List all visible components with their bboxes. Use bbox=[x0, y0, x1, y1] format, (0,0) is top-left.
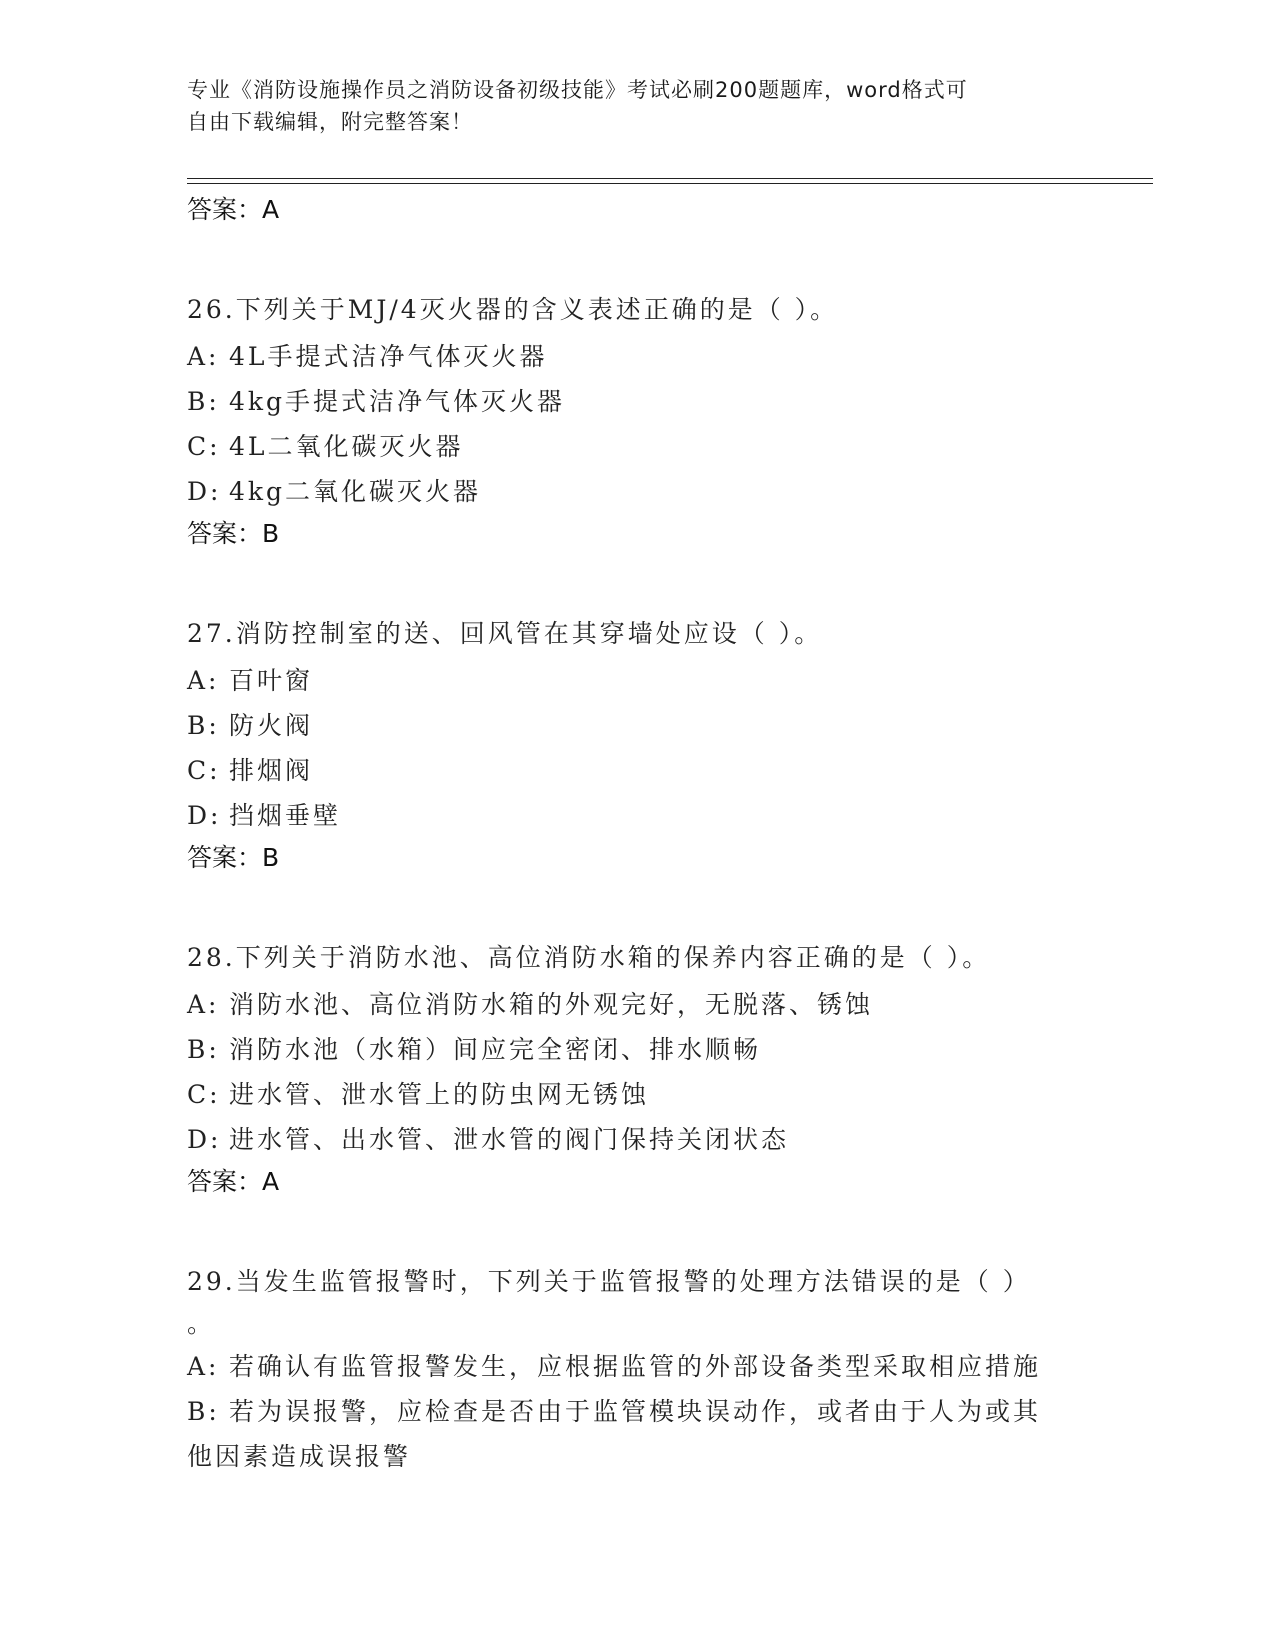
question-stem: 27.消防控制室的送、回风管在其穿墙处应设（ ）。 bbox=[187, 619, 823, 648]
option-b bbox=[187, 703, 1087, 748]
answer-label: 答案：A bbox=[187, 1167, 280, 1196]
option-b bbox=[187, 1027, 1087, 1072]
option-b bbox=[187, 379, 1087, 424]
option-letter: A: bbox=[187, 990, 220, 1019]
question-26 bbox=[187, 288, 1087, 558]
document-header bbox=[187, 74, 1067, 138]
question-stem: 28.下列关于消防水池、高位消防水箱的保养内容正确的是（ ）。 bbox=[187, 943, 991, 972]
option-a bbox=[187, 658, 1087, 703]
option-letter: A: bbox=[187, 342, 220, 371]
option-c bbox=[187, 424, 1087, 469]
option-a bbox=[187, 334, 1087, 379]
option-letter: C: bbox=[187, 432, 221, 461]
option-text: 4L二氧化碳灭火器 bbox=[229, 432, 464, 461]
option-letter: B: bbox=[187, 1397, 220, 1426]
option-text: 百叶窗 bbox=[229, 666, 314, 695]
question-stem: 26.下列关于MJ/4灭火器的含义表述正确的是（ ）。 bbox=[187, 295, 839, 324]
option-text: 排烟阀 bbox=[229, 756, 314, 785]
option-b-continued: 他因素造成误报警 bbox=[187, 1442, 412, 1471]
option-text: 防火阀 bbox=[229, 711, 314, 740]
option-text: 若为误报警，应检查是否由于监管模块误动作，或者由于人为或其 bbox=[229, 1397, 1042, 1426]
option-d bbox=[187, 793, 1087, 838]
header-line-2: 自由下载编辑，附完整答案！ bbox=[187, 110, 473, 134]
option-text: 4kg二氧化碳灭火器 bbox=[229, 477, 482, 506]
option-letter: B: bbox=[187, 1035, 220, 1064]
option-b bbox=[187, 1389, 1087, 1434]
option-letter: C: bbox=[187, 1080, 221, 1109]
option-letter: A: bbox=[187, 1352, 220, 1381]
header-line-1: 专业《消防设施操作员之消防设备初级技能》考试必刷200题题库，word格式可 bbox=[187, 78, 968, 102]
option-letter: C: bbox=[187, 756, 221, 785]
option-a bbox=[187, 1344, 1087, 1389]
option-letter: D: bbox=[187, 477, 222, 506]
question-28 bbox=[187, 936, 1087, 1206]
option-letter: B: bbox=[187, 711, 220, 740]
question-list bbox=[187, 190, 1087, 1479]
header-divider-top bbox=[187, 178, 1153, 179]
option-d bbox=[187, 1117, 1087, 1162]
question-stem-continued: 。 bbox=[187, 1309, 216, 1338]
option-text: 挡烟垂壁 bbox=[229, 801, 342, 830]
option-text: 若确认有监管报警发生，应根据监管的外部设备类型采取相应措施 bbox=[229, 1352, 1042, 1381]
answer-label: 答案：B bbox=[187, 519, 280, 548]
option-letter: D: bbox=[187, 1125, 222, 1154]
option-text: 消防水池、高位消防水箱的外观完好，无脱落、锈蚀 bbox=[229, 990, 874, 1019]
option-text: 4kg手提式洁净气体灭火器 bbox=[229, 387, 566, 416]
option-letter: D: bbox=[187, 801, 222, 830]
option-c bbox=[187, 748, 1087, 793]
option-text: 消防水池（水箱）间应完全密闭、排水顺畅 bbox=[229, 1035, 762, 1064]
option-letter: A: bbox=[187, 666, 220, 695]
answer-label: 答案：B bbox=[187, 843, 280, 872]
option-text: 4L手提式洁净气体灭火器 bbox=[229, 342, 548, 371]
option-d bbox=[187, 469, 1087, 514]
question-stem: 29.当发生监管报警时，下列关于监管报警的处理方法错误的是（ ） bbox=[187, 1267, 1031, 1296]
question-29 bbox=[187, 1260, 1087, 1479]
option-a bbox=[187, 982, 1087, 1027]
question-27 bbox=[187, 612, 1087, 882]
option-letter: B: bbox=[187, 387, 220, 416]
answer-label-25: 答案：A bbox=[187, 195, 280, 224]
header-divider-bottom bbox=[187, 183, 1153, 184]
option-text: 进水管、出水管、泄水管的阀门保持关闭状态 bbox=[229, 1125, 790, 1154]
option-text: 进水管、泄水管上的防虫网无锈蚀 bbox=[229, 1080, 650, 1109]
option-c bbox=[187, 1072, 1087, 1117]
